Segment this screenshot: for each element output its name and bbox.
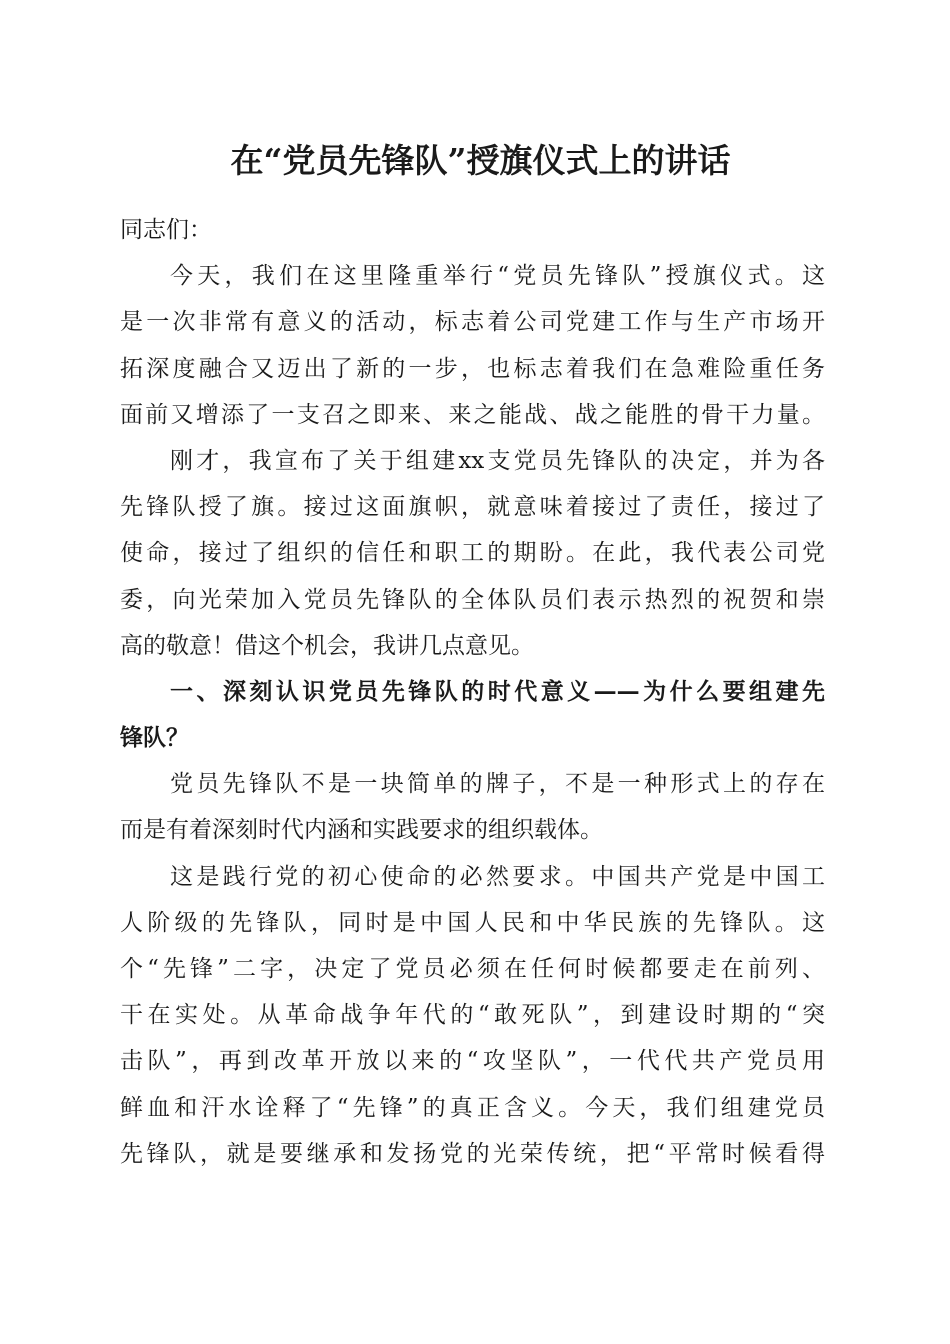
paragraph-line: 击队”，再到改革开放以来的“攻坚队”，一代代共产党员用 [120, 1048, 825, 1075]
paragraph-line: 使命，接过了组织的信任和职工的期盼。在此，我代表公司党 [120, 540, 825, 567]
paragraph-line: 高的敬意！借这个机会，我讲几点意见。 [120, 632, 534, 659]
paragraph-line: 鲜血和汗水诠释了“先锋”的真正含义。今天，我们组建党员 [120, 1094, 825, 1121]
document-page [120, 0, 825, 1177]
paragraph-line: 这是践行党的初心使命的必然要求。中国共产党是中国工 [170, 863, 825, 890]
document-title: 在“党员先锋队”授旗仪式上的讲话 [230, 141, 731, 180]
paragraph-line: 干在实处。从革命战争年代的“敢死队”，到建设时期的“突 [120, 1002, 825, 1029]
paragraph-line: 今天，我们在这里隆重举行“党员先锋队”授旗仪式。这 [170, 263, 825, 290]
paragraph-2 [120, 438, 825, 669]
paragraph-line: 而是有着深刻时代内涵和实践要求的组织载体。 [120, 817, 603, 844]
paragraph-4 [120, 854, 825, 1177]
paragraph-3 [120, 761, 825, 853]
paragraph-line: 委，向光荣加入党员先锋队的全体队员们表示热烈的祝贺和崇 [120, 586, 825, 613]
paragraph-line: 先锋队授了旗。接过这面旗帜，就意味着接过了责任，接过了 [120, 494, 825, 521]
paragraph-line: 拓深度融合又迈出了新的一步，也标志着我们在急难险重任务 [120, 355, 825, 382]
paragraph-1 [120, 253, 825, 438]
paragraph-line: 个“先锋”二字，决定了党员必须在任何时候都要走在前列、 [120, 956, 825, 982]
heading-line: 一、深刻认识党员先锋队的时代意义——为什么要组建先 [170, 677, 825, 705]
salutation: 同志们： [120, 217, 212, 243]
paragraph-line: 人阶级的先锋队，同时是中国人民和中华民族的先锋队。这 [120, 909, 825, 936]
paragraph-line: 党员先锋队不是一块简单的牌子，不是一种形式上的存在 [170, 771, 825, 798]
document-body [120, 207, 825, 1177]
paragraph-line: 是一次非常有意义的活动，标志着公司党建工作与生产市场开 [120, 309, 825, 336]
section-heading-1 [120, 669, 825, 761]
heading-line: 锋队？ [120, 724, 189, 752]
paragraph-line: 刚才，我宣布了关于组建xx支党员先锋队的决定，并为各 [170, 447, 825, 474]
paragraph-line: 先锋队，就是要继承和发扬党的光荣传统，把“平常时候看得 [120, 1140, 825, 1167]
paragraph-line: 面前又增添了一支召之即来、来之能战、战之能胜的骨干力量。 [120, 401, 825, 428]
